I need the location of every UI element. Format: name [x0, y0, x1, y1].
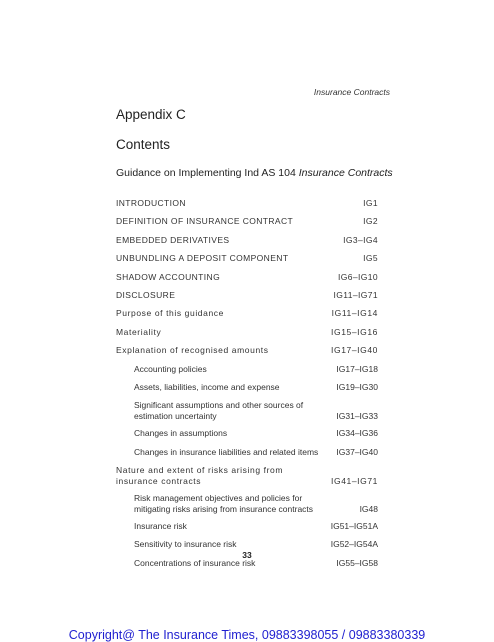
toc-row[interactable]	[116, 465, 378, 487]
toc-row[interactable]	[116, 198, 378, 209]
toc-ref: IG48	[359, 504, 378, 515]
toc-label: Significant assumptions and other sources of estimation uncertainty	[134, 400, 304, 422]
toc-label: DEFINITION OF INSURANCE CONTRACT	[116, 216, 294, 227]
toc-ref: IG31–IG33	[336, 411, 378, 422]
toc-ref: IG52–IG54A	[330, 539, 378, 550]
toc-label: SHADOW ACCOUNTING	[116, 271, 221, 282]
toc-label: Assets, liabilities, income and expense	[134, 381, 280, 392]
toc-label: INTRODUCTION	[116, 198, 186, 208]
toc-ref: IG1	[363, 198, 378, 208]
table-of-contents	[116, 198, 378, 576]
toc-label: UNBUNDLING A DEPOSIT COMPONENT	[116, 253, 289, 264]
toc-row[interactable]	[116, 521, 378, 532]
page-number: 33	[242, 550, 252, 560]
toc-label: Sensitivity to insurance risk	[134, 539, 237, 550]
toc-row[interactable]	[116, 235, 378, 246]
toc-ref: IG11–IG71	[333, 289, 378, 300]
toc-label: EMBEDDED DERIVATIVES	[116, 234, 230, 245]
toc-ref: IG51–IG51A	[330, 521, 378, 532]
toc-row[interactable]	[116, 382, 378, 393]
toc-label: Changes in assumptions	[134, 428, 228, 439]
toc-label: DISCLOSURE	[116, 289, 176, 300]
toc-ref: IG37–IG40	[336, 446, 378, 457]
toc-row[interactable]	[116, 493, 378, 515]
toc-row[interactable]	[116, 447, 378, 458]
toc-row[interactable]	[116, 345, 378, 356]
toc-ref: IG3–IG4	[343, 234, 378, 245]
guidance-italic: Insurance Contracts	[298, 167, 393, 179]
toc-ref: IG55–IG58	[336, 557, 378, 568]
toc-label: Changes in insurance liabilities and related items	[134, 446, 319, 457]
toc-label: Materiality	[116, 326, 162, 337]
toc-row[interactable]	[116, 400, 378, 422]
toc-row[interactable]	[116, 216, 378, 227]
contents-title: Contents	[116, 137, 171, 152]
guidance-prefix: Guidance on Implementing Ind AS 104	[116, 167, 299, 179]
toc-ref: IG5	[363, 253, 378, 264]
guidance-heading	[116, 167, 393, 179]
toc-ref: IG2	[363, 216, 378, 227]
toc-ref: IG15–IG16	[331, 326, 378, 337]
toc-row[interactable]	[116, 428, 378, 439]
toc-label: Insurance risk	[134, 521, 187, 532]
toc-row[interactable]	[116, 253, 378, 264]
toc-label: Explanation of recognised amounts	[116, 345, 269, 356]
toc-label: Risk management objectives and policies for mitigating risks arising from insurance contracts	[134, 493, 314, 515]
toc-row[interactable]	[116, 364, 378, 375]
running-head: Insurance Contracts	[313, 87, 390, 97]
toc-label: Concentrations of insurance risk	[134, 557, 256, 568]
toc-row[interactable]	[116, 308, 378, 319]
toc-label: Purpose of this guidance	[116, 308, 224, 319]
appendix-title: Appendix C	[116, 107, 186, 122]
toc-ref: IG41–IG71	[331, 476, 378, 487]
toc-ref: IG34–IG36	[336, 428, 378, 439]
toc-row[interactable]	[116, 272, 378, 283]
toc-label: Accounting policies	[134, 363, 207, 374]
toc-row[interactable]	[116, 539, 378, 550]
toc-ref: IG19–IG30	[336, 381, 378, 392]
toc-ref: IG6–IG10	[337, 271, 378, 282]
toc-row[interactable]	[116, 290, 378, 301]
copyright-notice: Copyright@ The Insurance Times, 09883398055 / 09883380339	[68, 628, 426, 642]
toc-label: Nature and extent of risks arising from insurance contracts	[116, 465, 284, 487]
toc-ref: IG11–IG14	[331, 308, 378, 319]
toc-row[interactable]	[116, 327, 378, 338]
toc-ref: IG17–IG18	[336, 363, 378, 374]
toc-ref: IG17–IG40	[331, 345, 378, 356]
